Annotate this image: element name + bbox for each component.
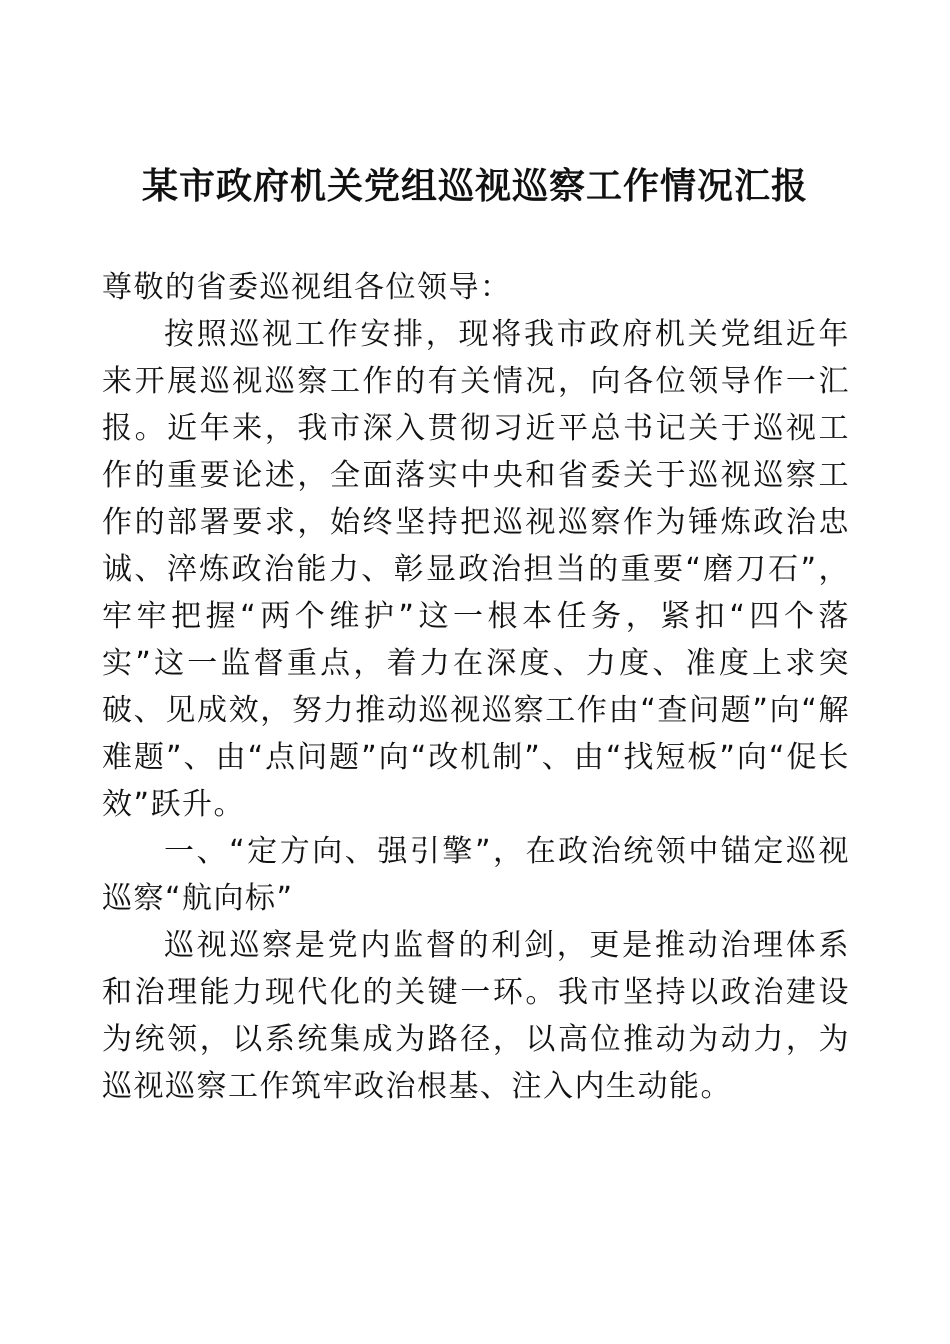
intro-paragraph: 按照巡视工作安排，现将我市政府机关党组近年来开展巡视巡察工作的有关情况，向各位领导作一汇报。近年来，我市深入贯彻习近平总书记关于巡视工作的重要论述，全面落实中央和省委关于巡视巡察工作的部署要求，始终坚持把巡视巡察作为锤炼政治忠诚、淬炼政治能力、彰显政治担当的重要“磨刀石”，牢牢把握“两个维护”这一根本任务，紧扣“四个落实”这一监督重点，着力在深度、力度、准度上求突破、见成效，努力推动巡视巡察工作由“查问题”向“解难题”、由“点问题”向“改机制”、由“找短板”向“促长效”跃升。	[102, 317, 850, 822]
section-heading: 一、“定方向、强引擎”，在政治统领中锚定巡视巡察“航向标”	[102, 834, 850, 916]
document-title: 某市政府机关党组巡视巡察工作情况汇报	[141, 165, 808, 207]
section-paragraph: 巡视巡察是党内监督的利剑，更是推动治理体系和治理能力现代化的关键一环。我市坚持以政治建设为统领，以系统集成为路径，以高位推动为动力，为巡视巡察工作筑牢政治根基、注入内生动能。	[102, 928, 850, 1104]
document-body	[102, 264, 850, 1110]
salutation: 尊敬的省委巡视组各位领导：	[102, 270, 512, 305]
